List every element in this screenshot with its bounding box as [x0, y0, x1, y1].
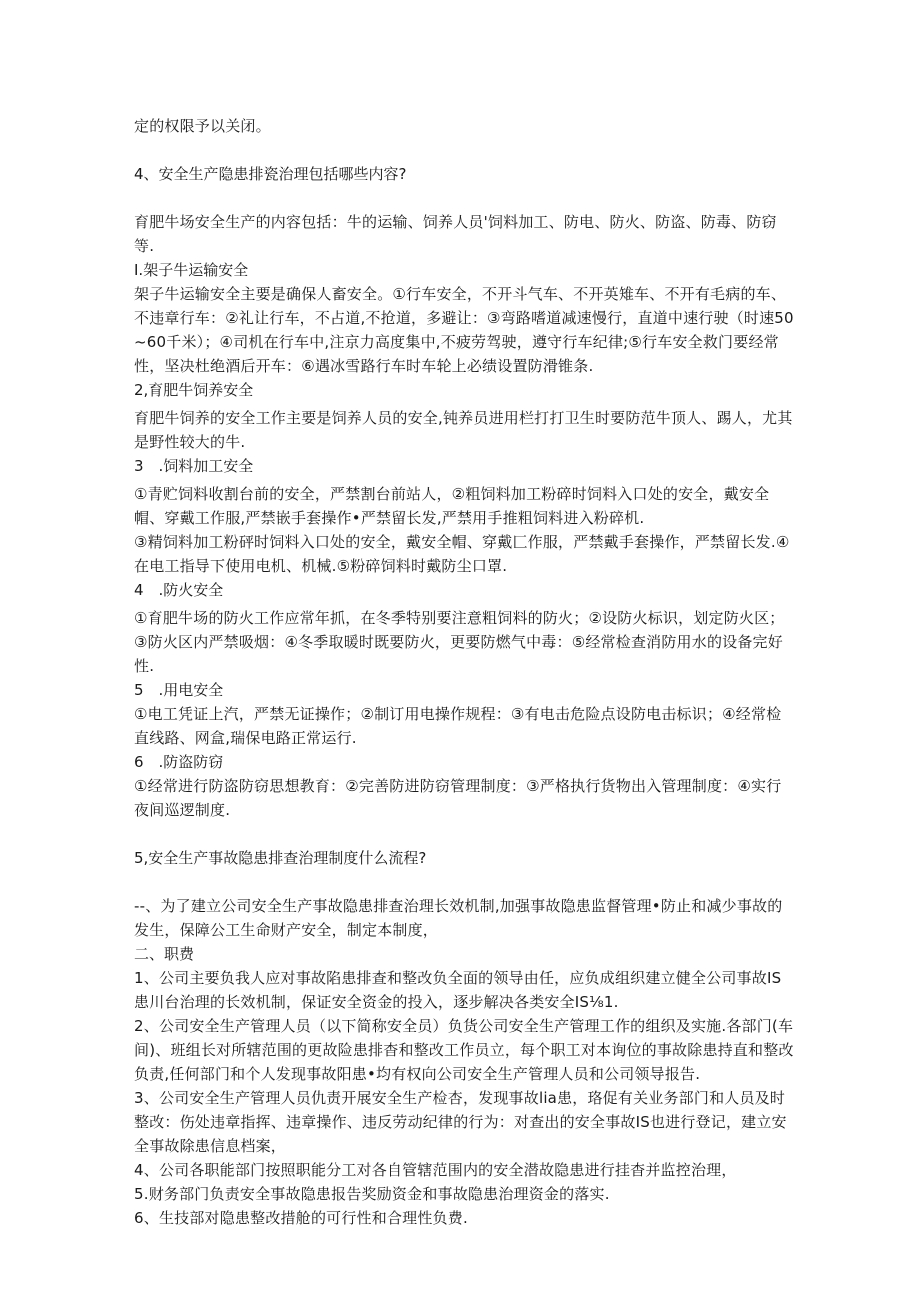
section-3-heading: 3 .饲料加工安全 — [134, 457, 254, 475]
intro-tail-text: 定的权限予以关闭。 — [134, 117, 271, 135]
q5-paragraph-duty-4: 4、公司各职能部门按照职能分工对各自管辖范围内的安全潜故隐患进行挂杳并监控治理， — [134, 1161, 737, 1179]
section-6-heading: 6 .防盗防窃 — [134, 753, 224, 771]
q5-paragraph-duty-5: 5.财务部门负责安全事故隐患报告奖励资金和事故隐患治理资金的落实. — [134, 1185, 610, 1203]
section-3-body-continued: ③精饲料加工粉砰时饲料入口处的安全，戴安全帽、穿戴匚作服，严禁戴手套操作，严禁留长发.④在电工指导下使用电机、机械.⑤粉碎饲料时戴防尘口罩. — [134, 533, 790, 575]
section-4-body: ①育肥牛场的防火工作应常年抓，在冬季特别要注意粗饲料的防火；②设防火标识，划定防火区；③防火区内严禁吸烟：④冬季取暖时既要防火，更要防燃气中毒：⑤经常检查消防用水的设备完好性. — [134, 609, 785, 675]
document-content — [134, 114, 794, 1230]
q5-paragraph-duty-3: 3、公司安全生产管理人员仇责开展安全生产检杏，发现事故lia患，珞促有关业务部门和人员及时整改：伤处违章指挥、违章操作、违反劳动纪律的行为：对查出的安全事故IS也进行登记，建立安全事故除患信息档案， — [134, 1089, 787, 1155]
q5-heading-duties: 二、职费 — [134, 945, 195, 963]
q5-paragraph-purpose: --、为了建立公司安全生产事故隐患排查治理长效机制,加强事故隐患监督管理•防止和减少事故的发生，保障公工生命财产安全，制定本制度， — [134, 897, 783, 939]
q5-paragraph-duty-6: 6、生技部对隐患整改措舱的可行性和合理性负费. — [134, 1209, 468, 1227]
q5-paragraph-duty-1: 1、公司主要负我人应对事故陷患排查和整改负全面的领导由任，应负成组织建立健全公司事故IS患川台治理的长效机制，保证安全资金的投入，逐步解决各类安全IS⅛1. — [134, 969, 782, 1011]
section-2-heading: 2,育肥牛饲养安全 — [134, 381, 254, 399]
section-6-body: ①经常进行防盗防窃思想教育：②完善防进防窃管理制度：③严格执行货物出入管理制度：④实行夜间巡逻制度. — [134, 777, 782, 819]
section-2-body: 育肥牛饲养的安全工作主要是饲养人员的安全,钝养员进用栏打打卫生时要防范牛顶人、踢人，尤其是野性较大的牛. — [134, 409, 793, 451]
section-1-body: 架子牛运输安全主要是确保人畜安全。①行车安全，不开斗气车、不开英雉车、不开有毛病的车、不违章行车：②礼让行车，不占道,不抢道，多避让：③弯路嗜道减速慢行，直道中速行驶（时速50~60千米）；④司机在行车中,注京力高度集中,不疲劳驾驶，遵守行车纪律;⑤行车安全救门要经常性，坚决杜绝酒后开车：⑥遇冰雪路行车时车轮上必绩设置防滑锥条. — [134, 285, 794, 375]
q5-paragraph-duty-2: 2、公司安全生产管理人员（以下简称安全员）负货公司安全生产管理工作的组织及实施.各部门(车间)、班组长对所辖范围的更故险患排杳和整改工作员立，每个职工对本询位的事故除患持直和整改负责,任何部门和个人发现事故阳患•均有权向公司安全生产管理人员和公司领导报告. — [134, 1017, 794, 1083]
section-3-body: ①青贮饲料收割台前的安全，严禁割台前站人，②粗饲料加工粉碎时饲料入口处的安全，戴安全帽、穿戴工作服,严禁嵌手套操作•严禁留长发,严禁用手推粗饲料进入粉碎机. — [134, 485, 770, 527]
question-5-title: 5,安全生产事故隐患排查治理制度什么流程? — [134, 849, 427, 867]
question-4-title: 4、安全生产隐患排瓷治理包括哪些内容? — [134, 165, 407, 183]
section-4-heading: 4 .防火安全 — [134, 581, 224, 599]
section-5-heading: 5 .用电安全 — [134, 681, 224, 699]
q4-summary: 育肥牛场安全生产的内容包括：牛的运输、饲养人员'饲料加工、防电、防火、防盗、防毒、防窃等. — [134, 213, 777, 255]
section-5-body: ①电工凭证上汽，严禁无证操作；②制订用电操作规程：③有电击危险点设防电击标识；④经常检直线路、网盒,瑞保电路正常运行. — [134, 705, 782, 747]
section-1-heading: I.架子牛运输安全 — [134, 261, 249, 279]
